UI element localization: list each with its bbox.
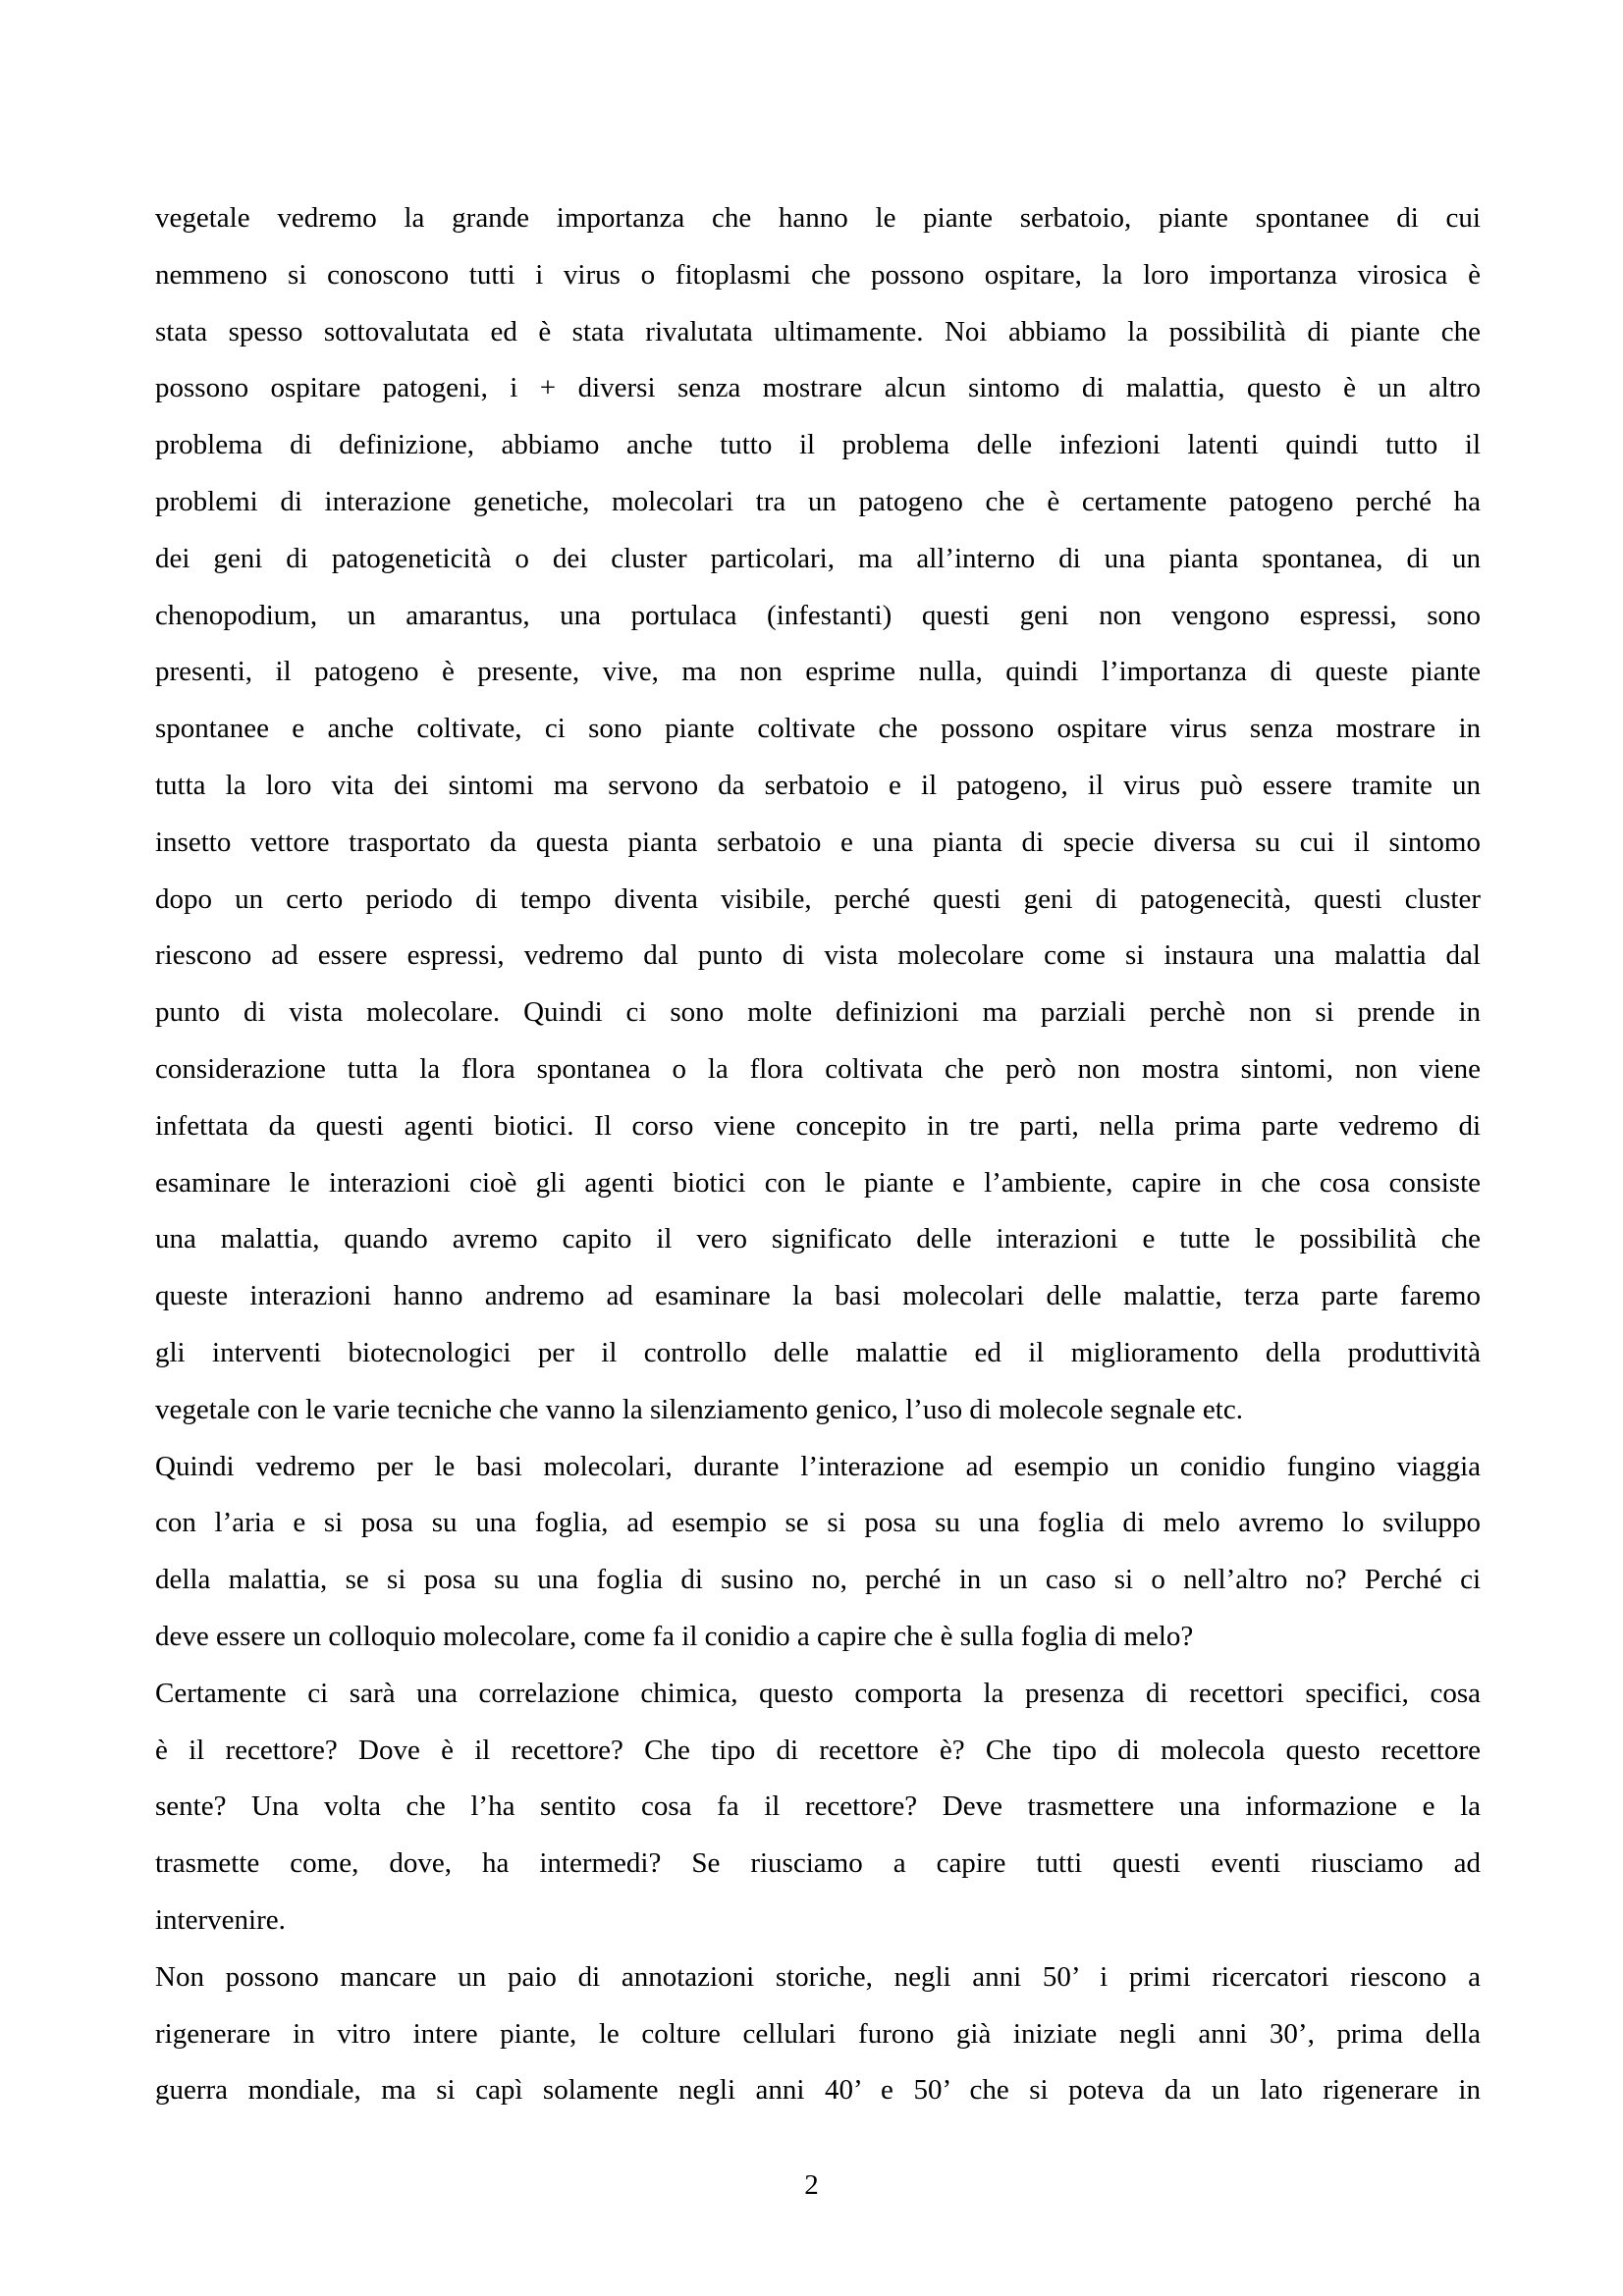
- text-line: considerazione tutta la flora spontanea o la flora coltivata che però non mostra sintomi, non viene: [155, 1052, 1481, 1085]
- text-line: con l’aria e si posa su una foglia, ad esempio se si posa su una foglia di melo avremo lo sviluppo: [155, 1507, 1481, 1539]
- text-line: punto di vista molecolare. Quindi ci sono molte definizioni ma parziali perchè non si prende in: [155, 996, 1481, 1029]
- text-line: deve essere un colloquio molecolare, come fa il conidio a capire che è sulla foglia di melo?: [155, 1620, 1194, 1652]
- text-line: nemmeno si conoscono tutti i virus o fitoplasmi che possono ospitare, la loro importanza virosica è: [155, 258, 1481, 291]
- text-line: presenti, il patogeno è presente, vive, ma non esprime nulla, quindi l’importanza di queste piante: [155, 656, 1481, 688]
- text-line: rigenerare in vitro intere piante, le colture cellulari furono già iniziate negli anni 30’, prima della: [155, 2017, 1481, 2050]
- text-line: guerra mondiale, ma si capì solamente negli anni 40’ e 50’ che si poteva da un lato rigenerare in: [155, 2074, 1481, 2107]
- text-line: intervenire.: [155, 1903, 286, 1936]
- text-line: Certamente ci sarà una correlazione chimica, questo comporta la presenza di recettori specifici, cosa: [155, 1677, 1481, 1709]
- text-line: spontanee e anche coltivate, ci sono piante coltivate che possono ospitare virus senza mostrare in: [155, 713, 1481, 745]
- text-line: possono ospitare patogeni, i + diversi senza mostrare alcun sintomo di malattia, questo è un altro: [155, 372, 1481, 404]
- text-line: tutta la loro vita dei sintomi ma servono da serbatoio e il patogeno, il virus può essere tramite un: [155, 769, 1481, 801]
- text-line: vegetale vedremo la grande importanza che hanno le piante serbatoio, piante spontanee di cui: [155, 202, 1481, 234]
- text-line: insetto vettore trasportato da questa pianta serbatoio e una pianta di specie diversa su cui il sintomo: [155, 826, 1481, 858]
- text-line: esaminare le interazioni cioè gli agenti biotici con le piante e l’ambiente, capire in che cosa consiste: [155, 1166, 1481, 1199]
- text-line: chenopodium, un amarantus, una portulaca (infestanti) questi geni non vengono espressi, sono: [155, 599, 1481, 631]
- text-line: trasmette come, dove, ha intermedi? Se riusciamo a capire tutti questi eventi riusciamo ad: [155, 1847, 1481, 1880]
- page-number: 2: [804, 2169, 819, 2201]
- text-line: riescono ad essere espressi, vedremo dal punto di vista molecolare come si instaura una malattia dal: [155, 939, 1481, 972]
- text-line: Quindi vedremo per le basi molecolari, durante l’interazione ad esempio un conidio fungino viaggia: [155, 1450, 1481, 1482]
- text-line: dopo un certo periodo di tempo diventa visibile, perché questi geni di patogenecità, questi cluster: [155, 882, 1481, 915]
- text-line: stata spesso sottovalutata ed è stata rivalutata ultimamente. Noi abbiamo la possibilità di piante che: [155, 315, 1481, 347]
- text-line: sente? Una volta che l’ha sentito cosa fa il recettore? Deve trasmettere una informazione e la: [155, 1790, 1481, 1823]
- text-line: Non possono mancare un paio di annotazioni storiche, negli anni 50’ i primi ricercatori riescono a: [155, 1960, 1481, 1993]
- text-line: queste interazioni hanno andremo ad esaminare la basi molecolari delle malattie, terza parte faremo: [155, 1280, 1481, 1312]
- text-line: problemi di interazione genetiche, molecolari tra un patogeno che è certamente patogeno perché ha: [155, 485, 1481, 517]
- text-line: è il recettore? Dove è il recettore? Che tipo di recettore è? Che tipo di molecola questo recettore: [155, 1734, 1481, 1766]
- text-line: problema di definizione, abbiamo anche tutto il problema delle infezioni latenti quindi tutto il: [155, 429, 1481, 461]
- text-line: gli interventi biotecnologici per il controllo delle malattie ed il miglioramento della produttività: [155, 1336, 1481, 1368]
- text-line: dei geni di patogeneticità o dei cluster particolari, ma all’interno di una pianta spontanea, di un: [155, 542, 1481, 574]
- text-line: della malattia, se si posa su una foglia di susino no, perché in un caso si o nell’altro no? Perché ci: [155, 1564, 1481, 1596]
- text-line: infettata da questi agenti biotici. Il corso viene concepito in tre parti, nella prima parte vedremo di: [155, 1109, 1481, 1142]
- body-text: [155, 190, 1481, 2119]
- text-line: vegetale con le varie tecniche che vanno la silenziamento genico, l’uso di molecole segnale etc.: [155, 1393, 1243, 1425]
- text-line: una malattia, quando avremo capito il vero significato delle interazioni e tutte le possibilità che: [155, 1223, 1481, 1255]
